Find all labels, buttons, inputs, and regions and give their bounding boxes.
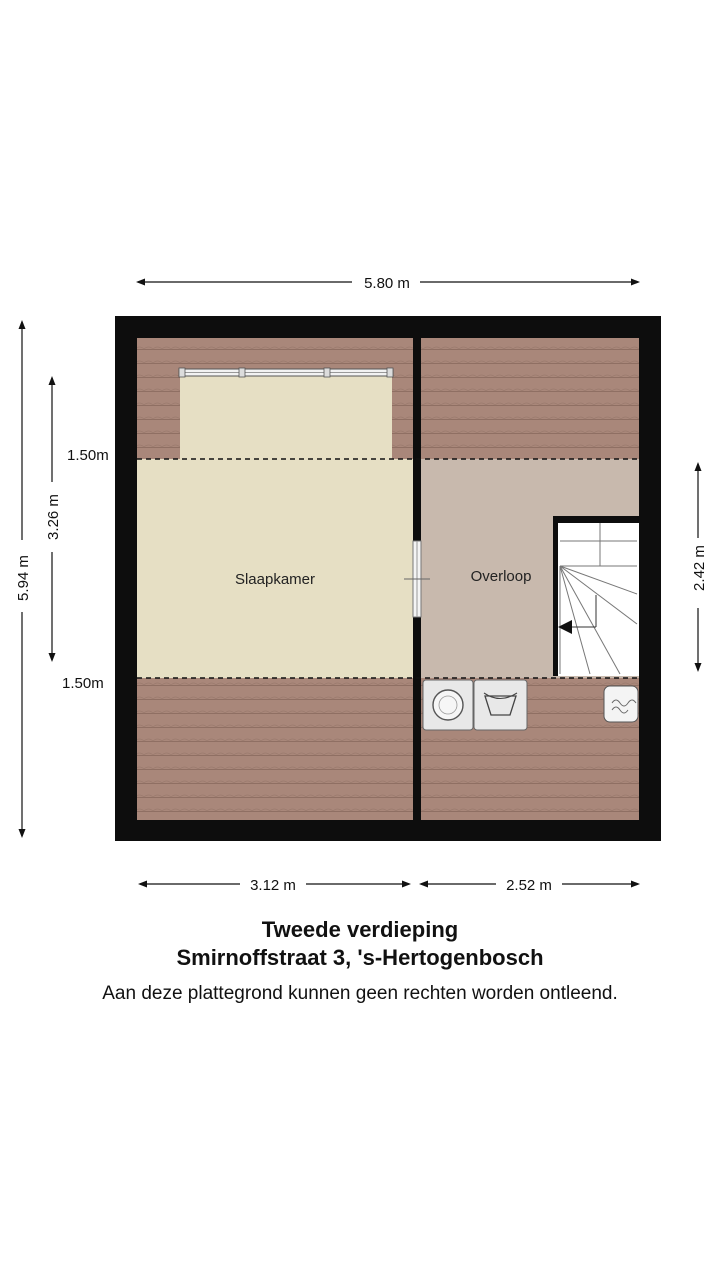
address-line: Smirnoffstraat 3, 's-Hertogenbosch [176,945,544,970]
dimension-top [136,275,640,292]
boiler-unit [604,686,638,722]
dormer-window [179,368,393,377]
dormer-floor [180,372,392,460]
dimension-label-bottom-right: 2.52 m [506,877,552,894]
washing-machine [423,680,473,730]
dimension-inner-left [45,376,62,662]
bedroom-floor [137,459,413,678]
dryer [474,680,527,730]
room-label-bedroom: Slaapkamer [234,571,316,588]
dimension-label-top: 5.80 m [364,275,410,292]
dimension-left [15,320,32,838]
dimension-bottom-right [419,877,640,894]
room-label-landing: Overloop [470,568,532,585]
staircase [553,516,639,676]
dimension-bottom-left [138,877,411,894]
dimension-label-right: 2.42 m [691,545,708,591]
slope-height-label-lower: 1.50m [62,675,104,692]
dimension-label-bottom-left: 3.12 m [250,877,296,894]
dimension-right [691,462,708,672]
dimension-label-inner-left: 3.26 m [45,494,62,540]
dimension-label-left: 5.94 m [15,555,32,601]
disclaimer-text: Aan deze plattegrond kunnen geen rechten worden ontleend. [102,983,618,1004]
slope-height-label-upper: 1.50m [67,447,109,464]
floor-title: Tweede verdieping [261,917,459,942]
